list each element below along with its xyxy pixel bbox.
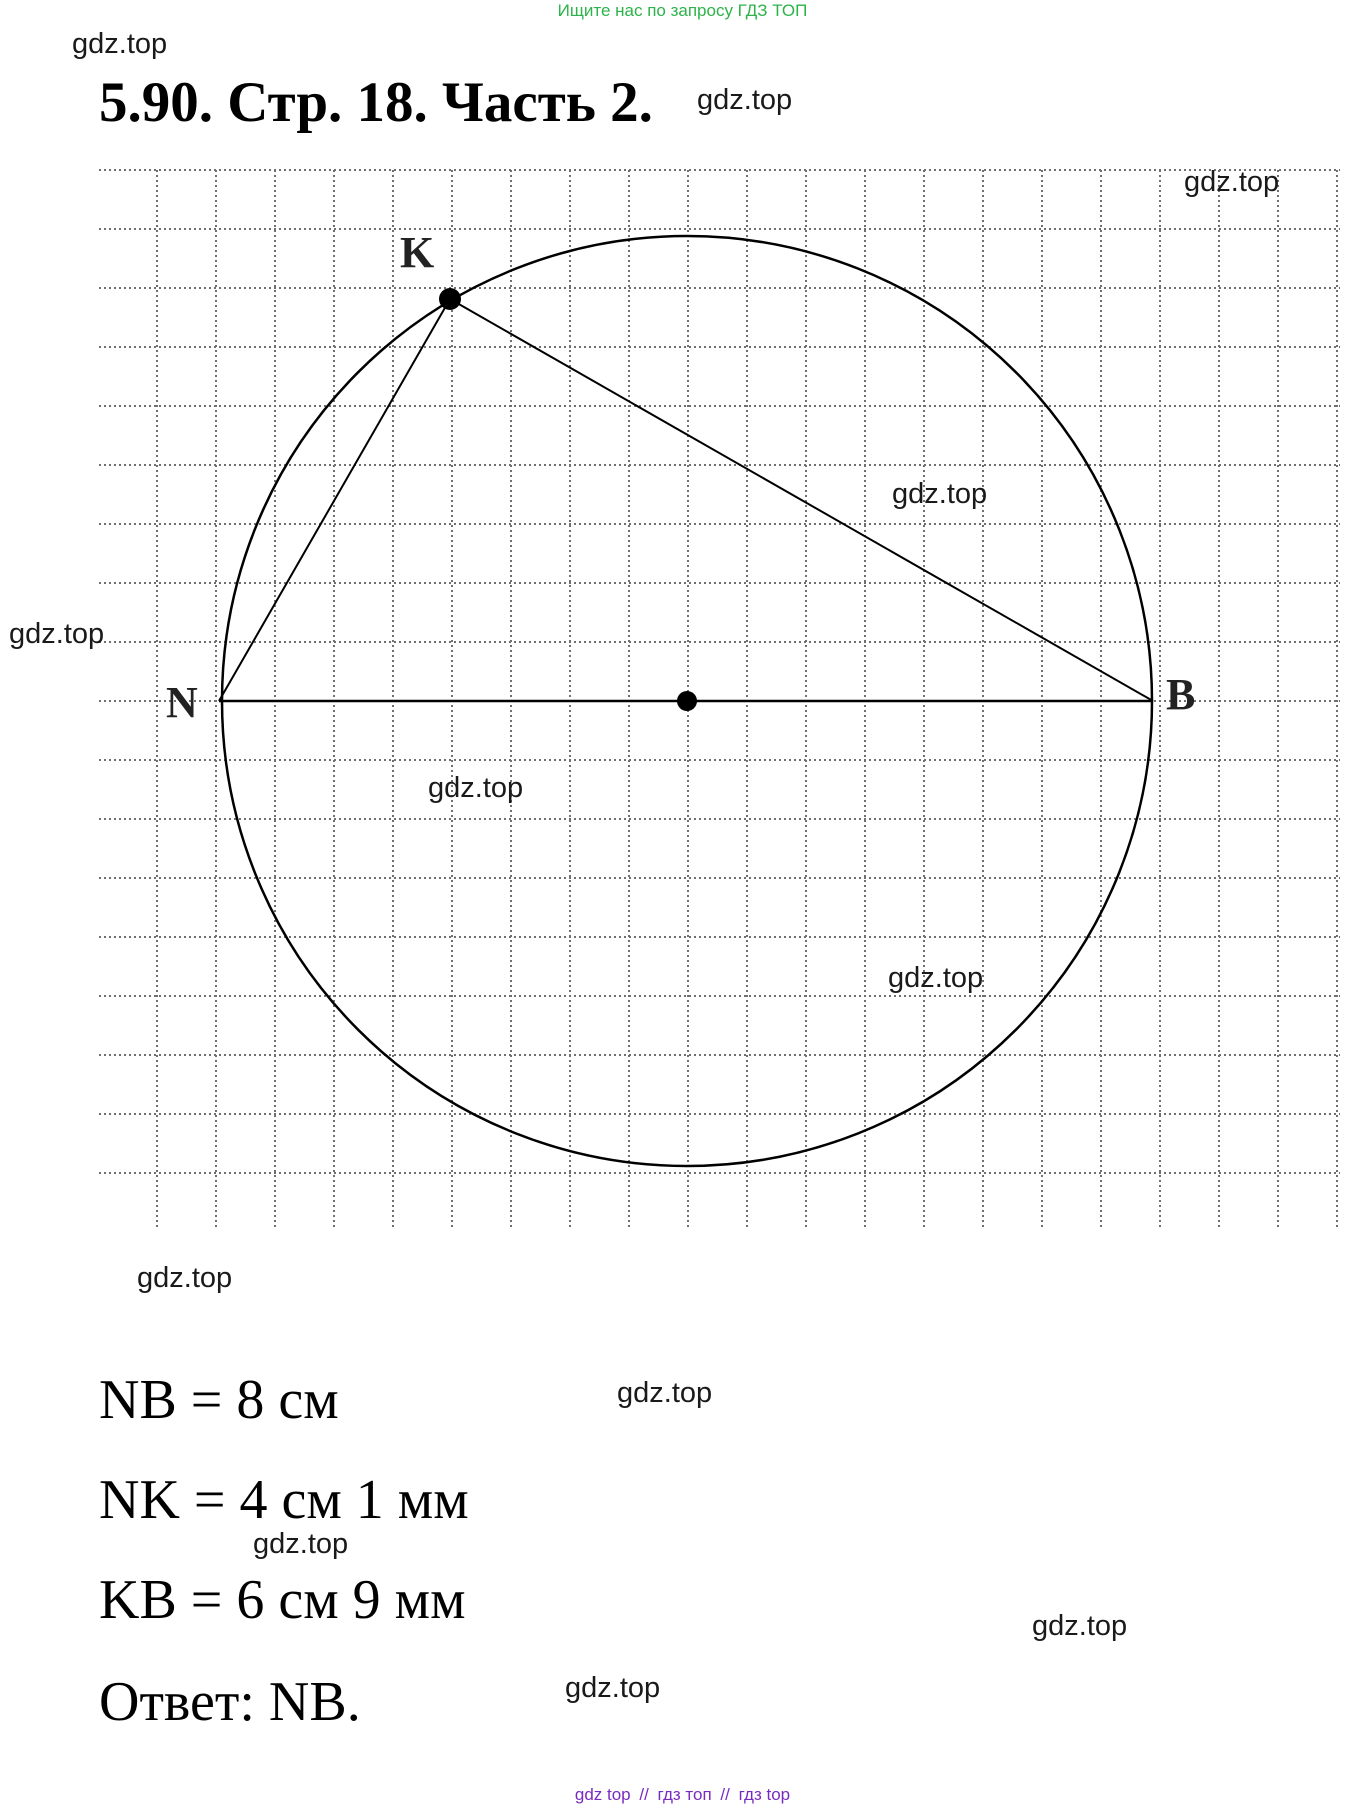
watermark: gdz.top — [888, 962, 984, 994]
watermark: gdz.top — [565, 1672, 661, 1704]
watermark: gdz.top — [428, 772, 524, 804]
grid-paper — [99, 170, 1340, 1228]
point-label-n: N — [166, 678, 198, 727]
answer: Ответ: NB. — [99, 1671, 361, 1733]
watermark: gdz.top — [72, 28, 168, 60]
center-point — [677, 691, 697, 711]
page-title: 5.90. Стр. 18. Часть 2. — [99, 71, 653, 134]
footer-separator: // — [720, 1785, 730, 1804]
promo-banner[interactable]: Ищите нас по запросу ГДЗ ТОП — [557, 1, 808, 20]
circle-construction — [166, 228, 1195, 1166]
watermark: gdz.top — [253, 1528, 349, 1560]
watermark: gdz.top — [617, 1377, 713, 1409]
watermark: gdz.top — [697, 84, 793, 116]
footer-link[interactable]: gdz top — [574, 1785, 631, 1804]
equation-kb: KB = 6 см 9 мм — [99, 1569, 466, 1631]
footer-link[interactable]: гдз топ — [657, 1785, 712, 1804]
watermark: gdz.top — [1184, 166, 1280, 198]
watermark: gdz.top — [892, 478, 988, 510]
watermark: gdz.top — [137, 1262, 233, 1294]
watermark: gdz.top — [1032, 1610, 1128, 1642]
equation-nb: NB = 8 см — [99, 1369, 339, 1431]
point-k-dot — [439, 288, 461, 310]
equation-nk: NK = 4 см 1 мм — [99, 1469, 469, 1531]
footer-link[interactable]: гдз top — [738, 1785, 791, 1804]
point-label-b: B — [1166, 670, 1196, 719]
footer-separator: // — [639, 1785, 649, 1804]
point-label-k: K — [400, 228, 435, 277]
footer-links — [0, 1785, 1365, 1805]
watermark: gdz.top — [9, 618, 105, 650]
segment-kb — [450, 299, 1153, 701]
